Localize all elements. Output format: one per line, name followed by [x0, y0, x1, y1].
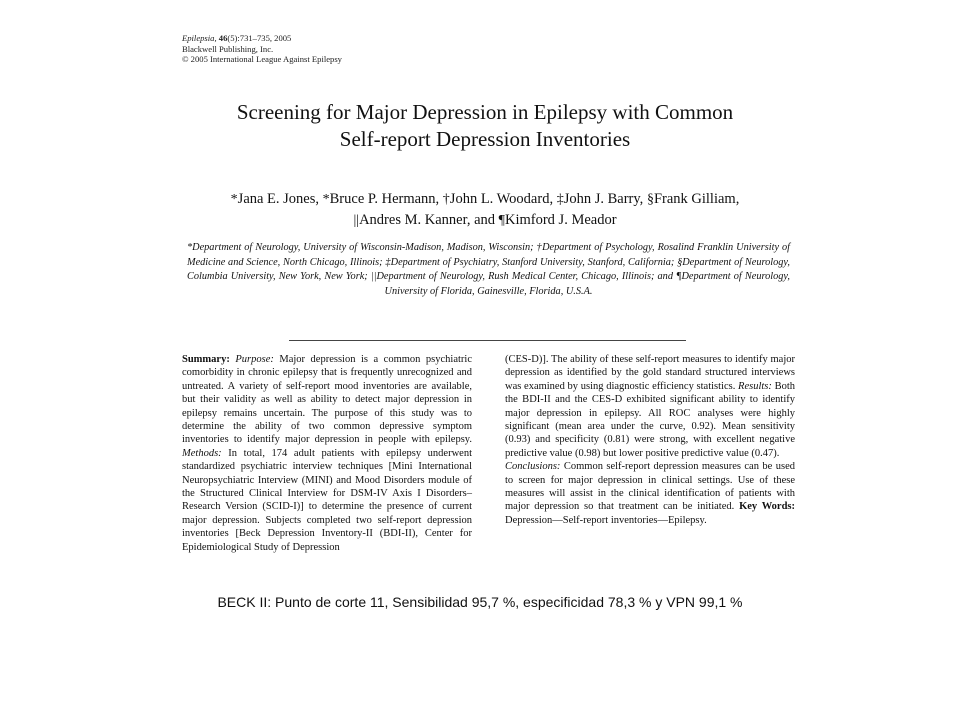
purpose-text: Major depression is a common psychiatric comorbidity in chronic epilepsy that is frequently unrecognized and untreated. A variety of self-report mood inventories are available, but their validity as well as ability to detect major depression in epilepsy remains uncertain. The purpose of this study was to determine the ability of two common depressive symptom inventories to identify major depression in people with epilepsy.	[182, 354, 472, 446]
keywords-text: Depression—Self-report inventories—Epilepsy.	[505, 514, 707, 526]
author-name: Andres M. Kanner, and	[359, 212, 496, 228]
author-mark: §	[646, 192, 654, 207]
abstract-column-right	[505, 353, 795, 527]
author-name: John J. Barry,	[563, 191, 644, 207]
purpose-label: Purpose:	[235, 354, 274, 365]
author-line-1	[170, 189, 800, 210]
affiliations: *Department of Neurology, University of Wisconsin-Madison, Madison, Wisconsin; †Department of Psychology, Rosalind Franklin University of Medicine and Science, North Chicago, Illinois; ‡Department of Psychiatry, Stanford University, Stanford, California; §Department of Neurology, Columbia University, New York, New York; ||Department of Neurology, Rush Medical Center, Chicago, Illinois; and ¶Department of Neurology, University of Florida, Gainesville, Florida, U.S.A.	[187, 242, 790, 298]
methods-label: Methods:	[182, 447, 222, 459]
keywords-label: Key Words:	[739, 501, 796, 513]
title-line-2: Self-report Depression Inventories	[339, 127, 631, 151]
abstract-column-left	[182, 353, 472, 554]
author-mark: †	[442, 192, 450, 207]
journal-pages: (5):731–735, 2005	[227, 33, 292, 43]
section-divider	[289, 340, 686, 341]
journal-citation	[182, 33, 342, 65]
methods-text-continued: (CES-D)]. The ability of these self-report measures to identify major depression as identified by the gold standard structured interviews was examined by using diagnostic efficiency statistics.	[505, 354, 795, 392]
author-name: Kimford J. Meador	[504, 212, 617, 228]
abstract-text-left	[182, 353, 472, 554]
author-name: John L. Woodard,	[449, 191, 554, 207]
author-mark: ||	[353, 213, 360, 228]
copyright-line: © 2005 International League Against Epilepsy	[182, 54, 342, 64]
conclusions-text: Common self-report depression measures can be used to screen for major depression in clinical settings. Use of these measures will assist in the clinical identification of patients with major depression so that treatment can be initiated.	[505, 461, 795, 513]
author-name: Bruce P. Hermann,	[329, 191, 440, 207]
author-mark: ‡	[556, 192, 564, 207]
author-mark: *	[230, 192, 238, 207]
slide-caption: BECK II: Punto de corte 11, Sensibilidad 95,7 %, especificidad 78,3 % y VPN 99,1 %	[217, 594, 743, 610]
conclusions-label: Conclusions:	[505, 461, 561, 473]
methods-text: In total, 174 adult patients with epilepsy underwent standardized psychiatric interview techniques [Mini International Neuropsychiatric Interview (MINI) and Mood Disorders module of the Structured Clinical Interview for DSM-IV Axis I Disorders–Research Version (SCID-I)] to determine the presence of current major depression. Subjects completed two self-report depression inventories [Beck Depression Inventory-II (BDI-II), Center for Epidemiological Study of Depression	[182, 447, 473, 553]
title-line-1: Screening for Major Depression in Epilepsy with Common	[236, 100, 734, 124]
journal-volume: 46	[218, 33, 228, 43]
abstract-text-right	[505, 353, 795, 460]
author-name: Jana E. Jones,	[237, 191, 320, 207]
results-text: Both the BDI-II and the CES-D exhibited significant ability to identify major depression in epilepsy. All ROC analyses were highly significant (mean area under the curve, 0.92). Mean sensitivity (0.93) and specificity (0.81) were strong, with excellent negative predictive value (0.98) but lower positive predictive value (0.47).	[505, 380, 795, 459]
citation-line	[182, 33, 342, 44]
author-name: Frank Gilliam,	[653, 191, 740, 207]
author-list	[170, 189, 800, 231]
paper-title	[170, 99, 800, 153]
journal-name: Epilepsia,	[182, 33, 217, 43]
author-mark: *	[322, 192, 330, 207]
author-mark: ¶	[498, 213, 505, 228]
results-label: Results:	[738, 380, 772, 392]
summary-label: Summary:	[182, 354, 230, 365]
abstract-conclusions	[505, 460, 795, 527]
publisher-line: Blackwell Publishing, Inc.	[182, 43, 274, 54]
author-line-2	[170, 210, 800, 231]
